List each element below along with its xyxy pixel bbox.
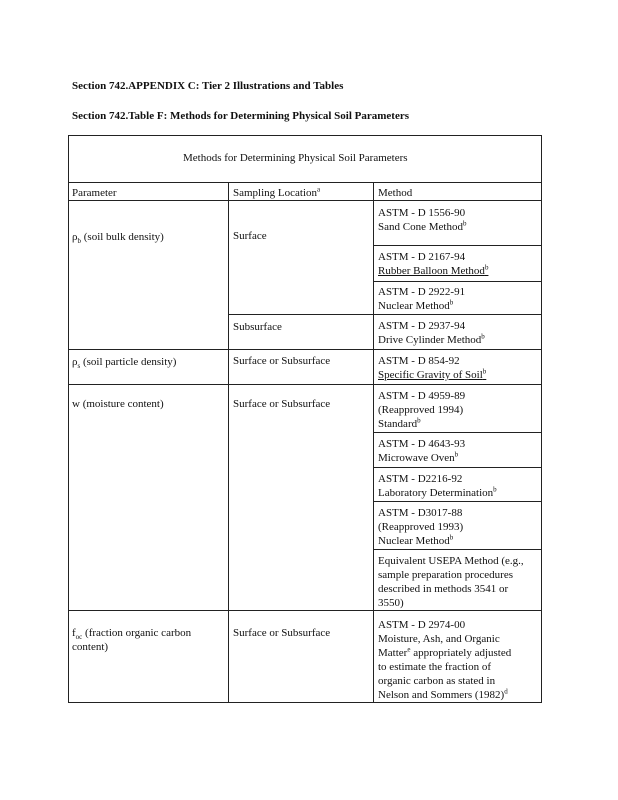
method-d2922-note: b: [449, 298, 454, 307]
method-d2167-note: b: [484, 263, 489, 272]
rho-s-symbol: ρ: [72, 356, 78, 368]
rule-m1: [373, 245, 542, 246]
method-d1556-label: Sand Cone Method: [378, 221, 463, 233]
method-d3017-reapproved: (Reapproved 1993): [378, 521, 464, 533]
method-d854-name: [378, 368, 486, 382]
method-d2216: [378, 472, 497, 500]
method-d4643-name: [378, 451, 465, 465]
method-d2216-std: ASTM - D2216-92: [378, 473, 463, 485]
method-d4959: [378, 389, 465, 431]
method-d2922-label: Nuclear Method: [378, 300, 450, 312]
method-d2167-label: Rubber Balloon Method: [378, 265, 485, 277]
rho-sub: b: [77, 237, 81, 246]
method-d4643: [378, 437, 465, 465]
rule-m3: [228, 314, 542, 315]
method-d4643-std: ASTM - D 4643-93: [378, 438, 466, 450]
method-d2974-std: ASTM - D 2974-00: [378, 619, 466, 631]
method-d4643-label: Microwave Oven: [378, 452, 455, 464]
param-moisture: w (moisture content): [72, 398, 164, 410]
method-d2216-name: [378, 486, 497, 500]
method-d2216-label: Laboratory Determination: [378, 487, 494, 499]
param-foc: [72, 626, 222, 654]
method-d2167-name: [378, 264, 488, 278]
method-d2167: [378, 250, 488, 278]
method-d4959-name: [378, 417, 465, 431]
header-location: [233, 186, 320, 200]
rule-header: [68, 200, 542, 201]
method-d2974-line4: to estimate the fraction of: [378, 661, 492, 673]
method-d2974-note-d: d: [504, 687, 508, 696]
location-surface: Surface: [233, 230, 267, 242]
method-d3017-std: ASTM - D3017-88: [378, 507, 463, 519]
method-d2216-note: b: [493, 485, 497, 494]
method-usepa: Equivalent USEPA Method (e.g., sample preparation procedures described in methods 3541 or 3550): [378, 555, 524, 609]
method-d854-label: Specific Gravity of Soil: [378, 369, 483, 381]
rule-w1: [373, 432, 542, 433]
header-parameter: Parameter: [72, 187, 117, 199]
method-d2922-name: [378, 299, 465, 313]
method-d2937: [378, 319, 485, 347]
col-divider-2: [373, 183, 374, 703]
method-d854: [378, 354, 486, 382]
header-location-label: Sampling Location: [233, 187, 318, 199]
method-d2974-matter: Matter: [378, 647, 408, 659]
foc-text: (fraction organic carbon content): [72, 627, 192, 653]
method-d2974-line5: organic carbon as stated in: [378, 675, 496, 687]
method-d2974-note-e: e: [407, 645, 411, 654]
section-heading: Section 742.APPENDIX C: Tier 2 Illustrations and Tables: [72, 80, 344, 92]
method-d4959-reapproved: (Reapproved 1994): [378, 404, 464, 416]
col-divider-1: [228, 183, 229, 703]
header-location-note: a: [317, 185, 321, 194]
method-d4959-label: Standard: [378, 418, 418, 430]
method-d3017-name: [378, 534, 463, 548]
param-particle-density: [72, 355, 176, 369]
method-d4643-note: b: [454, 450, 459, 459]
rule-w3: [373, 501, 542, 502]
method-d854-std: ASTM - D 854-92: [378, 355, 460, 367]
method-d2167-std: ASTM - D 2167-94: [378, 251, 466, 263]
method-d2974-line2: Moisture, Ash, and Organic: [378, 633, 500, 645]
method-d2937-label: Drive Cylinder Method: [378, 334, 482, 346]
rho-s-sub: s: [77, 362, 81, 371]
rule-particle: [68, 384, 542, 385]
method-d2937-note: b: [481, 332, 485, 341]
location-particle: Surface or Subsurface: [233, 355, 331, 367]
table-caption: Methods for Determining Physical Soil Parameters: [183, 152, 408, 164]
method-d2974-citation: Nelson and Sommers (1982): [378, 689, 505, 701]
table-heading: Section 742.Table F: Methods for Determining Physical Soil Parameters: [72, 110, 409, 122]
param-particle-text: (soil particle density): [80, 356, 177, 368]
method-d854-note: b: [482, 367, 487, 376]
method-d2974: [378, 618, 511, 702]
foc-symbol: f: [72, 627, 76, 639]
method-d1556-name: [378, 220, 466, 234]
method-d1556-std: ASTM - D 1556-90: [378, 207, 466, 219]
rule-w4: [373, 549, 542, 550]
location-foc: Surface or Subsurface: [233, 627, 331, 639]
param-bulk-text: (soil bulk density): [81, 231, 164, 243]
header-method: Method: [378, 187, 413, 199]
method-d3017-note: b: [449, 533, 454, 542]
method-d4959-note: b: [417, 416, 421, 425]
param-bulk-density: [72, 230, 164, 244]
location-moisture: Surface or Subsurface: [233, 398, 331, 410]
method-d2974-line3: [378, 646, 511, 660]
method-d3017: [378, 506, 463, 548]
rule-bulk: [68, 349, 542, 350]
method-d2922: [378, 285, 465, 313]
method-d2937-name: [378, 333, 485, 347]
method-d4959-std: ASTM - D 4959-89: [378, 390, 466, 402]
rule-m2: [373, 281, 542, 282]
rule-moisture: [68, 610, 542, 611]
rule-caption: [68, 182, 542, 183]
method-d2937-std: ASTM - D 2937-94: [378, 320, 466, 332]
rule-w2: [373, 467, 542, 468]
method-d2974-adjusted: appropriately adjusted: [410, 647, 512, 659]
method-d2974-line6: [378, 688, 511, 702]
method-d2922-std: ASTM - D 2922-91: [378, 286, 466, 298]
method-d1556-note: b: [462, 219, 467, 228]
foc-sub: oc: [75, 633, 83, 642]
method-d3017-label: Nuclear Method: [378, 535, 450, 547]
rho-symbol: ρ: [72, 231, 78, 243]
location-subsurface: Subsurface: [233, 321, 282, 333]
method-d1556: [378, 206, 466, 234]
